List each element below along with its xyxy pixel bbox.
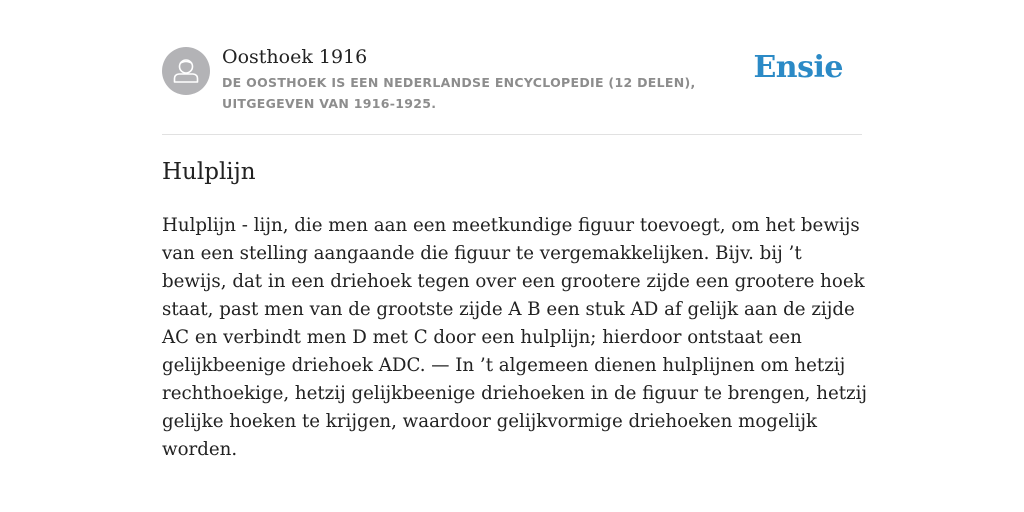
source-title[interactable]: Oosthoek 1916	[222, 46, 368, 68]
user-avatar-icon	[162, 47, 210, 95]
source-header	[162, 0, 862, 135]
page-container	[162, 0, 868, 460]
article-title: Hulplijn	[162, 159, 256, 185]
article-body: Hulplijn - lijn, die men aan een meetkundige figuur toevoegt, om het bewijs van een stelling aangaande die figuur te vergemakkelijken. Bijv. bij ’t bewijs, dat in een driehoek tegen over een grootere zijde een grootere hoek staat, past men van de grootste zijde A B een stuk AD af gelijk aan de zijde AC en verbindt men D met C door een hulplijn; hierdoor ontstaat een gelijkbeenige driehoek ADC. — In ’t algemeen dienen hulplijnen om hetzij rechthoekige, hetzij gelijkbeenige driehoeken in de figuur te brengen, hetzij gelijke hoeken te krijgen, waardoor gelijkvormige driehoeken mogelijk worden.	[162, 215, 868, 460]
person-icon	[162, 47, 210, 95]
source-description: DE OOSTHOEK IS EEN NEDERLANDSE ENCYCLOPEDIE (12 DELEN), UITGEGEVEN VAN 1916-1925.	[222, 75, 696, 111]
brand-logo[interactable]: Ensie	[753, 50, 843, 85]
